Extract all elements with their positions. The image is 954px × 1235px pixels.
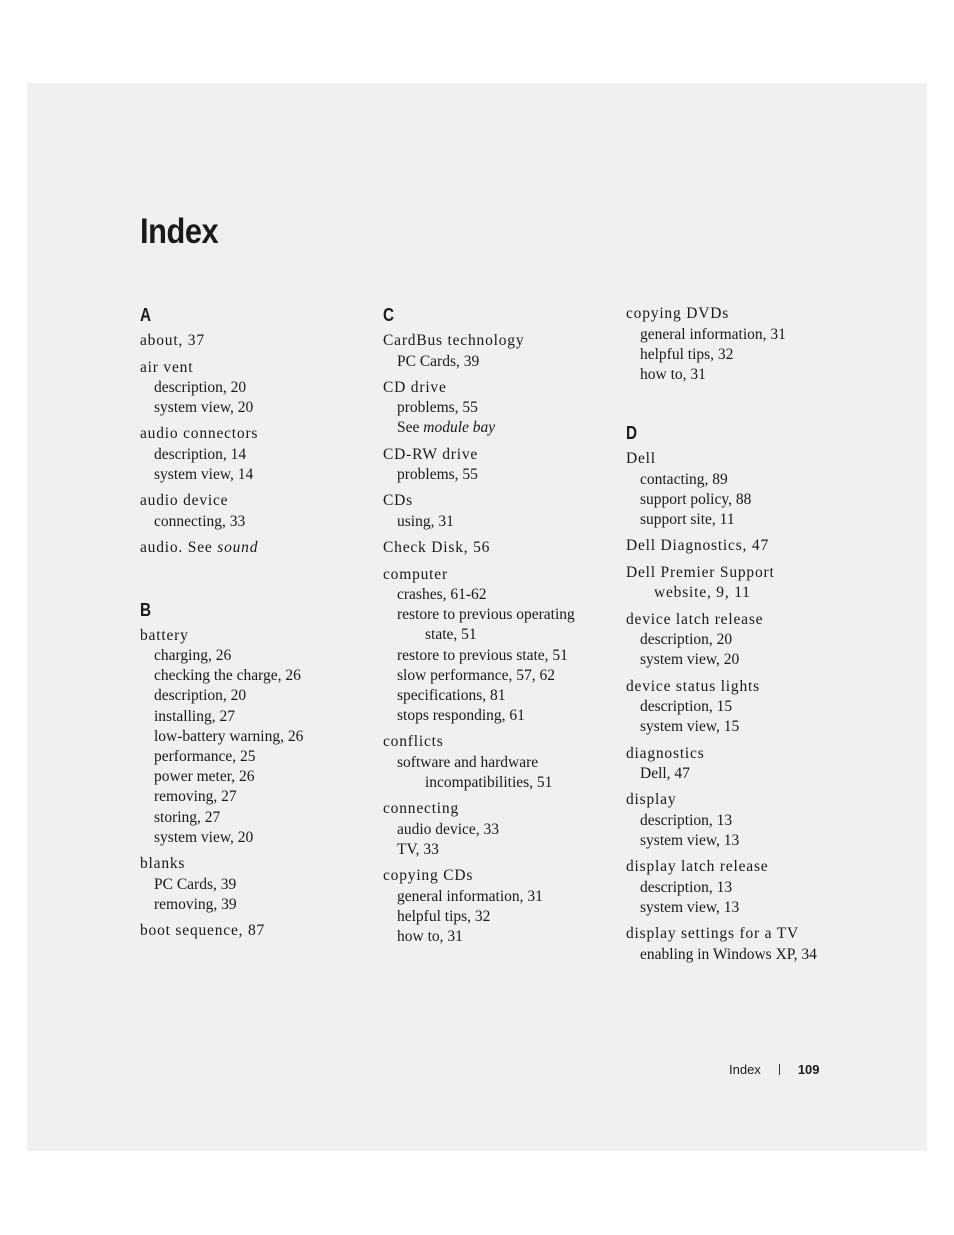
index-entry (140, 331, 370, 352)
index-subentry: PC Cards, 39 (397, 352, 480, 370)
index-term: Dell Diagnostics, 47 (626, 537, 769, 555)
index-subentry-continuation: incompatibilities, 51 (425, 774, 553, 792)
section-b-entries (140, 626, 370, 942)
index-term: connecting (383, 800, 460, 818)
section-letter-c: C (383, 305, 395, 325)
index-subentry: description, 20 (154, 687, 247, 705)
index-subentry: TV, 33 (397, 841, 439, 859)
index-entry (140, 491, 370, 532)
index-subentry: helpful tips, 32 (397, 907, 491, 925)
index-entry (383, 732, 613, 793)
index-term: diagnostics (626, 744, 705, 762)
index-subentry: audio device, 33 (397, 820, 500, 838)
index-term: CD-RW drive (383, 445, 479, 463)
index-entry (383, 538, 613, 559)
index-subentry: system view, 15 (640, 718, 740, 736)
index-term: Dell (626, 450, 656, 468)
index-subentry: connecting, 33 (154, 512, 246, 530)
index-term: CDs (383, 492, 413, 510)
index-entry (383, 491, 613, 532)
index-subentry: specifications, 81 (397, 687, 506, 705)
index-term: display latch release (626, 858, 769, 876)
section-c-continued-entries (626, 304, 856, 385)
index-subentry: removing, 39 (154, 895, 237, 913)
index-subentry: removing, 27 (154, 788, 237, 806)
index-entry (383, 565, 613, 727)
index-column-2 (383, 305, 613, 953)
index-term (140, 538, 370, 559)
section-a-entries (140, 331, 370, 559)
index-subentry: enabling in Windows XP, 34 (640, 945, 817, 963)
index-entry (140, 358, 370, 419)
section-letter-b: B (140, 599, 152, 620)
index-subentry: PC Cards, 39 (154, 875, 237, 893)
section-d-entries (626, 449, 856, 965)
index-subentry: description, 20 (154, 379, 247, 396)
index-subentry: support policy, 88 (640, 490, 752, 508)
page-number: 109 (797, 1062, 820, 1077)
index-term: CD drive (383, 378, 447, 396)
index-subentry: system view, 14 (154, 466, 254, 484)
index-entry (140, 921, 370, 942)
index-subentry: description, 20 (640, 631, 733, 649)
index-subentry: description, 14 (154, 445, 247, 463)
index-term: audio device (140, 492, 229, 510)
index-entry (140, 424, 370, 485)
index-subentry: general information, 31 (640, 325, 786, 343)
section-c-entries (383, 331, 613, 947)
index-term: air vent (140, 358, 194, 376)
index-subentry: slow performance, 57, 62 (397, 666, 555, 684)
page-footer (729, 1062, 820, 1078)
index-entry (626, 744, 856, 785)
index-entry (626, 857, 856, 918)
index-subentry: crashes, 61-62 (397, 586, 487, 604)
index-subentry (383, 753, 613, 793)
index-entry (626, 536, 856, 557)
index-entry (626, 563, 856, 604)
index-entry (626, 677, 856, 738)
index-subentry: checking the charge, 26 (154, 667, 301, 685)
index-entry (140, 538, 370, 559)
index-subentry: problems, 55 (397, 466, 478, 484)
index-entry (626, 304, 856, 385)
index-subentry: description, 13 (640, 878, 733, 896)
index-term: boot sequence, 87 (140, 921, 266, 939)
index-term: computer (383, 565, 448, 583)
index-subentry: Dell, 47 (640, 765, 690, 783)
index-subentry (383, 605, 613, 645)
index-subentry: system view, 20 (154, 828, 254, 846)
index-subentry: system view, 13 (640, 898, 740, 916)
index-term: conflicts (383, 733, 444, 751)
page-title: Index (140, 212, 219, 251)
index-entry (626, 790, 856, 851)
index-column-1 (140, 305, 370, 947)
index-term: battery (140, 626, 189, 644)
index-subentry: general information, 31 (397, 887, 543, 905)
index-subentry: how to, 31 (640, 365, 706, 383)
section-letter-d: D (626, 423, 638, 444)
index-term: device status lights (626, 677, 760, 695)
index-subentry-continuation: state, 51 (425, 626, 477, 644)
index-term: blanks (140, 855, 186, 873)
index-term: copying CDs (383, 867, 474, 885)
index-subentry: description, 15 (640, 698, 733, 716)
index-term: copying DVDs (626, 305, 730, 322)
index-subentry: description, 13 (640, 811, 733, 829)
index-column-3 (626, 304, 856, 971)
index-subentry: helpful tips, 32 (640, 345, 734, 363)
index-term-text: audio. See (140, 539, 218, 557)
index-entry (383, 866, 613, 947)
index-term (626, 563, 856, 604)
footer-separator (779, 1064, 780, 1075)
index-subentry: performance, 25 (154, 748, 256, 766)
index-term: CardBus technology (383, 332, 525, 349)
index-term: Check Disk, 56 (383, 539, 491, 557)
index-term: display (626, 791, 677, 809)
index-term-continuation: website, 9, 11 (654, 584, 751, 602)
index-entry (383, 445, 613, 486)
index-subentry: how to, 31 (397, 928, 463, 946)
index-subentry: installing, 27 (154, 707, 235, 725)
index-subentry: low-battery warning, 26 (154, 727, 304, 745)
index-entry (140, 854, 370, 915)
index-entry (140, 626, 370, 849)
index-entry (626, 449, 856, 530)
index-subentry: support site, 11 (640, 511, 735, 529)
footer-label: Index (729, 1062, 761, 1077)
index-subentry: system view, 13 (640, 831, 740, 849)
index-term: audio connectors (140, 425, 259, 443)
index-term: about, 37 (140, 332, 205, 349)
index-subentry: system view, 20 (154, 399, 254, 417)
index-term: display settings for a TV (626, 925, 799, 943)
index-entry (383, 378, 613, 439)
index-entry (626, 924, 856, 965)
index-subentry: storing, 27 (154, 808, 221, 826)
index-subentry: power meter, 26 (154, 768, 255, 786)
index-entry (383, 799, 613, 860)
see-reference: module bay (423, 419, 496, 437)
index-subentry: charging, 26 (154, 647, 232, 665)
index-subentry (383, 418, 613, 438)
index-subentry: contacting, 89 (640, 470, 728, 488)
index-entry (383, 331, 613, 372)
index-term: device latch release (626, 610, 764, 628)
see-reference: sound (217, 539, 259, 557)
index-subentry: problems, 55 (397, 399, 478, 417)
index-term-text: Dell Premier Support (626, 563, 775, 581)
index-subentry: restore to previous state, 51 (397, 646, 568, 664)
index-subentry-text: restore to previous operating (397, 606, 575, 624)
index-entry (626, 610, 856, 671)
see-label: See (397, 419, 424, 437)
index-subentry-text: software and hardware (397, 753, 539, 771)
index-subentry: using, 31 (397, 512, 454, 530)
section-letter-a: A (140, 305, 152, 325)
index-subentry: stops responding, 61 (397, 707, 525, 725)
index-subentry: system view, 20 (640, 651, 740, 669)
